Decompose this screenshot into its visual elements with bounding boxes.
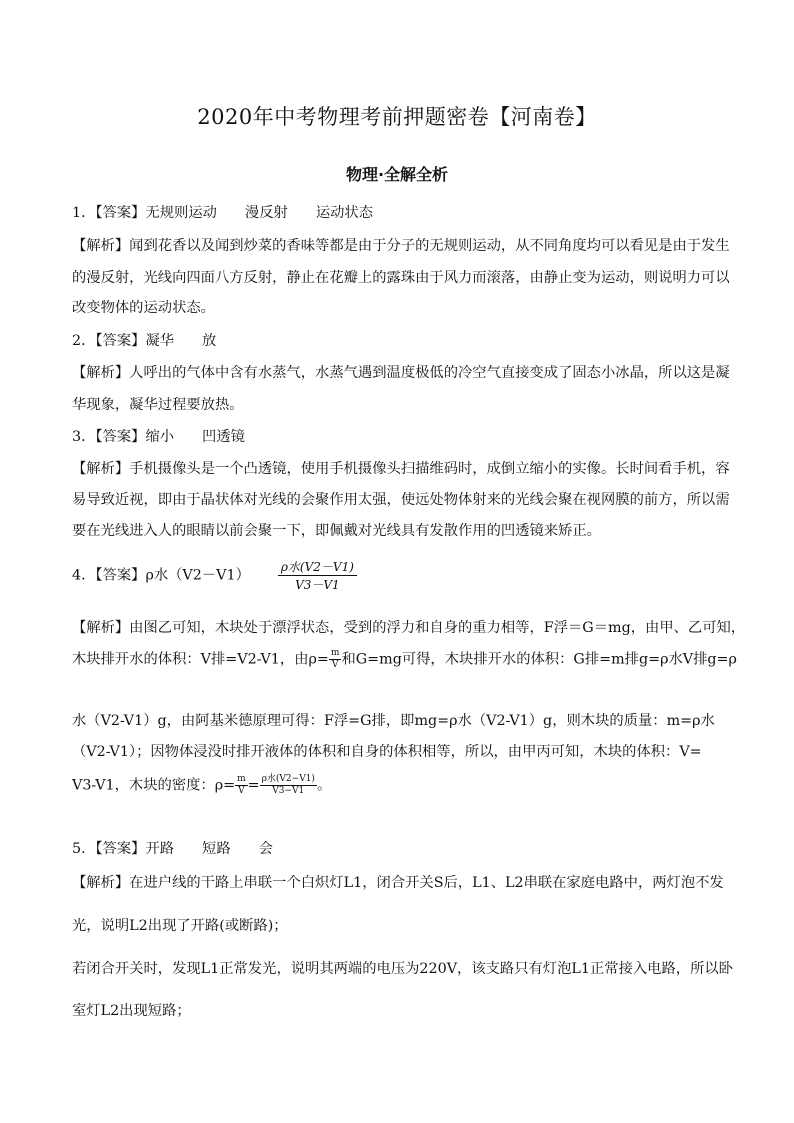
q4-explanation-line bbox=[72, 648, 737, 671]
q5-answer-1: 开路 bbox=[145, 841, 175, 857]
q3-explanation-line: 要在光线进入人的眼睛以前会聚一下，即佩戴对光线具有发散作用的凹透镜来矫正。 bbox=[72, 523, 601, 539]
q3-answer-prefix: 3．【答案】 bbox=[72, 429, 146, 445]
q3-explanation-line: 易导致近视，即由于晶状体对光线的会聚作用太强，使远处物体射来的光线会聚在视网膜的前方，所以需 bbox=[72, 492, 730, 508]
q3-answer-line bbox=[72, 426, 728, 446]
q4-density-result-denominator: V3−V1 bbox=[272, 786, 305, 796]
q4-density-numerator: m bbox=[330, 648, 340, 658]
q5-answer-3: 会 bbox=[258, 841, 273, 857]
q4-explanation-line: （V2-V1）；因物体浸没时排开液体的体积和自身的体积相等，所以，由甲丙可知，木块的体积：V= bbox=[72, 744, 702, 760]
q5-answer-prefix: 5．【答案】 bbox=[72, 841, 146, 857]
q1-answer-prefix: 1．【答案】 bbox=[72, 205, 146, 221]
page-title: 2020年中考物理考前押题密卷【河南卷】 bbox=[197, 105, 597, 129]
q2-answer-line bbox=[72, 330, 728, 350]
q4-density-denominator: V bbox=[331, 660, 339, 670]
q4-equals-sign: = bbox=[247, 777, 260, 794]
q4-answer-1: ρ水（V2－V1） bbox=[145, 567, 250, 584]
q4-answer-2-denominator: V3－V1 bbox=[295, 578, 340, 592]
q1-answer-2: 漫反射 bbox=[244, 205, 288, 221]
q4-density-result bbox=[260, 774, 317, 797]
q5-answer-line bbox=[72, 838, 728, 858]
q4-answer-prefix: 4．【答案】 bbox=[72, 567, 146, 584]
q3-explanation-line: 【解析】手机摄像头是一个凸透镜，使用手机摄像头扫描维码时，成倒立缩小的实像。长时间看手机，容 bbox=[72, 461, 730, 477]
q4-explanation-line bbox=[72, 774, 728, 797]
q4-explanation-line: 水（V2-V1）g，由阿基米德原理可得：F浮=G排，即mg=ρ水（V2-V1）g，则木块的质量：m=ρ水 bbox=[72, 713, 715, 729]
q2-explanation-line: 华现象，凝华过程要放热。 bbox=[72, 397, 244, 413]
q5-answer-2: 短路 bbox=[202, 841, 231, 857]
q4-answer-2-fraction bbox=[278, 558, 357, 593]
q2-explanation-line: 【解析】人呼出的气体中含有水蒸气，水蒸气遇到温度极低的冷空气直接变成了固态小冰晶，所以这是凝 bbox=[72, 365, 730, 381]
q2-answer-1: 凝华 bbox=[145, 333, 175, 349]
q5-explanation-line: 【解析】在进户线的干路上串联一个白炽灯L1，闭合开关S后，L1、L2串联在家庭电路中，两灯泡不发 bbox=[72, 875, 724, 891]
q4-explanation-line: 【解析】由图乙可知，木块处于漂浮状态，受到的浮力和自身的重力相等，F浮＝G＝mg，由甲、乙可知， bbox=[72, 620, 746, 636]
q4-density-numerator: m bbox=[237, 774, 246, 784]
q4-density-denominator: V bbox=[238, 786, 245, 796]
q4-period: 。 bbox=[316, 777, 332, 794]
q1-answer-3: 运动状态 bbox=[315, 205, 373, 221]
q3-answer-2: 凹透镜 bbox=[202, 429, 245, 445]
q3-answer-1: 缩小 bbox=[145, 429, 175, 445]
q2-answer-2: 放 bbox=[202, 333, 217, 349]
q1-explanation-line: 的漫反射，光线向四面八方反射，静止在花瓣上的露珠由于风力而滚落，由静止变为运动，则说明力可以 bbox=[72, 270, 730, 286]
q4-density-formula bbox=[235, 774, 248, 797]
page-subtitle: 物理·全解全析 bbox=[345, 165, 449, 184]
q5-explanation-line: 室灯L2出现短路； bbox=[72, 1003, 191, 1019]
q5-explanation-line: 光，说明L2出现了开路(或断路)； bbox=[72, 918, 288, 934]
q4-answer-2-numerator: ρ水(V2－V1) bbox=[278, 558, 357, 576]
q4-answer-line bbox=[72, 558, 728, 593]
q1-explanation-line: 改变物体的运动状态。 bbox=[72, 300, 215, 316]
q1-answer-line bbox=[72, 202, 728, 222]
q4-density-result-numerator: ρ水(V2−V1) bbox=[261, 774, 315, 784]
q4-explanation-text: 和G=mg可得，木块排开水的体积：G排=m排g=ρ水V排g=ρ bbox=[341, 651, 737, 668]
q4-explanation-text: V3-V1，木块的密度：ρ= bbox=[72, 777, 236, 794]
q2-answer-prefix: 2．【答案】 bbox=[72, 333, 146, 349]
q4-density-formula bbox=[329, 648, 342, 671]
q4-explanation-text: 木块排开水的体积：V排=V2-V1，由ρ= bbox=[72, 651, 329, 668]
q5-explanation-line: 若闭合开关时，发现L1正常发光，说明其两端的电压为220V，该支路只有灯泡L1正常接入电路，所以卧 bbox=[72, 961, 733, 977]
q1-answer-1: 无规则运动 bbox=[145, 205, 217, 221]
q1-explanation-line: 【解析】闻到花香以及闻到炒菜的香味等都是由于分子的无规则运动，从不同角度均可以看见是由于发生 bbox=[72, 238, 730, 254]
